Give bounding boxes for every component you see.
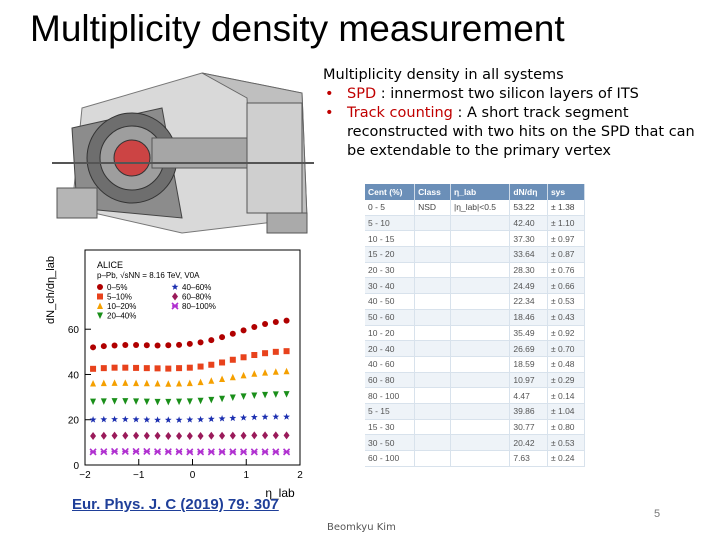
table-cell: 26.69 bbox=[510, 341, 548, 357]
table-cell: 40 - 50 bbox=[365, 294, 415, 310]
table-cell bbox=[415, 262, 451, 278]
table-cell: 30 - 50 bbox=[365, 435, 415, 451]
table-cell bbox=[415, 451, 451, 467]
table-cell: 60 - 80 bbox=[365, 372, 415, 388]
table-cell: 39.86 bbox=[510, 403, 548, 419]
table-cell bbox=[451, 419, 510, 435]
table-row bbox=[365, 294, 585, 310]
data-point bbox=[198, 364, 204, 370]
table-cell: ± 0.53 bbox=[547, 435, 584, 451]
table-cell: 10.97 bbox=[510, 372, 548, 388]
y-tick-label: 20 bbox=[67, 415, 79, 427]
table-cell: 20 - 30 bbox=[365, 262, 415, 278]
table-header-cell: sys bbox=[547, 184, 584, 200]
x-tick-label: 2 bbox=[297, 470, 303, 481]
table-cell bbox=[451, 403, 510, 419]
data-point bbox=[165, 366, 171, 372]
x-axis-label: η_lab bbox=[265, 486, 295, 500]
data-point bbox=[122, 342, 128, 348]
table-cell bbox=[415, 309, 451, 325]
table-cell bbox=[415, 247, 451, 263]
data-point bbox=[101, 365, 107, 371]
data-point bbox=[262, 321, 268, 327]
table-cell: 37.30 bbox=[510, 231, 548, 247]
table-cell: ± 0.29 bbox=[547, 372, 584, 388]
table-cell: 20 - 40 bbox=[365, 341, 415, 357]
table-cell bbox=[451, 356, 510, 372]
data-point bbox=[284, 318, 290, 324]
table-cell: 35.49 bbox=[510, 325, 548, 341]
data-point bbox=[219, 359, 225, 365]
table-row bbox=[365, 419, 585, 435]
multiplicity-chart bbox=[30, 240, 320, 500]
table-header-row bbox=[365, 184, 585, 200]
table-row bbox=[365, 200, 585, 215]
data-point bbox=[122, 365, 128, 371]
table-cell bbox=[415, 435, 451, 451]
table-cell: 20.42 bbox=[510, 435, 548, 451]
data-point bbox=[155, 365, 161, 371]
table-cell: ± 0.87 bbox=[547, 247, 584, 263]
table-cell bbox=[451, 309, 510, 325]
table-cell: 60 - 100 bbox=[365, 451, 415, 467]
data-point bbox=[90, 344, 96, 350]
table-cell: 22.34 bbox=[510, 294, 548, 310]
table-cell bbox=[451, 262, 510, 278]
table-row bbox=[365, 247, 585, 263]
y-tick-label: 0 bbox=[73, 461, 79, 472]
legend-marker bbox=[97, 284, 103, 290]
table-row bbox=[365, 309, 585, 325]
table-cell: 42.40 bbox=[510, 215, 548, 231]
data-point bbox=[176, 342, 182, 348]
table-cell bbox=[415, 294, 451, 310]
table-cell: 5 - 15 bbox=[365, 403, 415, 419]
table-cell: 50 - 60 bbox=[365, 309, 415, 325]
legend-label: 0–5% bbox=[107, 283, 128, 292]
table-cell: 28.30 bbox=[510, 262, 548, 278]
data-point bbox=[144, 342, 150, 348]
bullet-dot-icon: • bbox=[325, 86, 334, 102]
table-cell: ± 1.04 bbox=[547, 403, 584, 419]
legend-label: 10–20% bbox=[107, 302, 137, 311]
bullet-term: SPD bbox=[347, 86, 377, 102]
data-point bbox=[144, 365, 150, 371]
data-point bbox=[241, 354, 247, 360]
data-point bbox=[273, 349, 279, 355]
bullet-item bbox=[323, 85, 713, 104]
table-cell: 10 - 20 bbox=[365, 325, 415, 341]
table-cell bbox=[415, 231, 451, 247]
table-cell: ± 1.10 bbox=[547, 215, 584, 231]
table-cell bbox=[451, 294, 510, 310]
data-point bbox=[165, 342, 171, 348]
data-point bbox=[112, 365, 118, 371]
table-cell: 0 - 5 bbox=[365, 200, 415, 215]
bullet-text: : innermost two silicon layers of ITS bbox=[376, 86, 639, 102]
bullet-text: : A short track segment reconstructed with two hits on the SPD that can be extendable to the primary vertex bbox=[347, 105, 695, 159]
table-cell: 5 - 10 bbox=[365, 215, 415, 231]
table-cell: ± 0.97 bbox=[547, 231, 584, 247]
centrality-table bbox=[365, 184, 585, 467]
data-point bbox=[230, 357, 236, 363]
legend-label: 40–60% bbox=[182, 283, 212, 292]
bullet-text-block bbox=[323, 66, 713, 161]
data-point bbox=[176, 365, 182, 371]
table-cell bbox=[451, 451, 510, 467]
legend-label: 60–80% bbox=[182, 292, 212, 302]
reference-link[interactable]: Eur. Phys. J. C (2019) 79: 307 bbox=[72, 496, 279, 513]
data-point bbox=[155, 343, 161, 349]
table-cell bbox=[415, 278, 451, 294]
table-cell: 40 - 60 bbox=[365, 356, 415, 372]
data-point bbox=[262, 350, 268, 356]
table-cell: 10 - 15 bbox=[365, 231, 415, 247]
data-point bbox=[208, 337, 214, 343]
table-cell bbox=[415, 419, 451, 435]
table-cell bbox=[451, 231, 510, 247]
author-name: Beomkyu Kim bbox=[327, 522, 396, 533]
table-cell: ± 0.92 bbox=[547, 325, 584, 341]
table-cell bbox=[415, 403, 451, 419]
y-axis-label: dN_ch/dη_lab bbox=[45, 256, 57, 324]
x-tick-label: 1 bbox=[243, 470, 250, 481]
legend-label: 20–40% bbox=[107, 311, 137, 321]
data-point bbox=[187, 365, 193, 371]
slide-title: Multiplicity density measurement bbox=[30, 8, 565, 49]
table-cell: 4.47 bbox=[510, 388, 548, 404]
data-point bbox=[133, 342, 139, 348]
table-row bbox=[365, 356, 585, 372]
legend-label: 5–10% bbox=[107, 292, 132, 302]
bullets-heading: Multiplicity density in all systems bbox=[323, 67, 564, 83]
data-point bbox=[219, 334, 225, 340]
alice-detector-illustration bbox=[52, 68, 314, 236]
x-tick-label: −1 bbox=[133, 470, 145, 481]
data-point bbox=[112, 343, 118, 349]
table-cell bbox=[415, 388, 451, 404]
bullet-item bbox=[323, 104, 713, 161]
table-cell bbox=[451, 278, 510, 294]
table-header-cell: dN/dη bbox=[510, 184, 548, 200]
data-point bbox=[133, 365, 139, 371]
table-row bbox=[365, 435, 585, 451]
table-cell: NSD bbox=[415, 200, 451, 215]
table-cell bbox=[415, 215, 451, 231]
data-point bbox=[90, 366, 96, 372]
table-row bbox=[365, 262, 585, 278]
table-cell bbox=[415, 356, 451, 372]
table-cell: ± 0.80 bbox=[547, 419, 584, 435]
table-cell: 80 - 100 bbox=[365, 388, 415, 404]
table-cell: 15 - 30 bbox=[365, 419, 415, 435]
data-point bbox=[284, 348, 290, 354]
y-tick-label: 40 bbox=[67, 370, 79, 382]
table-cell: ± 0.53 bbox=[547, 294, 584, 310]
table-cell bbox=[451, 215, 510, 231]
table-cell: |η_lab|<0.5 bbox=[451, 200, 510, 215]
legend-marker bbox=[97, 294, 103, 300]
table-cell: ± 0.48 bbox=[547, 356, 584, 372]
table-cell bbox=[451, 388, 510, 404]
table-row bbox=[365, 231, 585, 247]
table-row bbox=[365, 278, 585, 294]
table-cell bbox=[451, 372, 510, 388]
table-cell bbox=[451, 435, 510, 451]
data-point bbox=[251, 352, 257, 358]
table-row bbox=[365, 388, 585, 404]
data-point bbox=[101, 343, 107, 349]
bullet-dot-icon: • bbox=[325, 105, 334, 121]
table-cell: ± 0.14 bbox=[547, 388, 584, 404]
y-tick-label: 60 bbox=[67, 325, 79, 337]
table-row bbox=[365, 325, 585, 341]
table-row bbox=[365, 403, 585, 419]
table-cell: ± 1.38 bbox=[547, 200, 584, 215]
data-point bbox=[273, 319, 279, 325]
table-header-cell: η_lab bbox=[451, 184, 510, 200]
data-point bbox=[208, 362, 214, 368]
table-cell bbox=[415, 341, 451, 357]
table-cell: 18.59 bbox=[510, 356, 548, 372]
data-point bbox=[230, 331, 236, 337]
legend-label: 80–100% bbox=[182, 302, 216, 311]
data-point bbox=[241, 327, 247, 333]
table-cell bbox=[415, 372, 451, 388]
table-cell: 53.22 bbox=[510, 200, 548, 215]
table-cell: 7.63 bbox=[510, 451, 548, 467]
table-row bbox=[365, 215, 585, 231]
legend-subtitle: p–Pb, √sNN = 8.16 TeV, V0A bbox=[97, 271, 200, 280]
table-cell: 18.46 bbox=[510, 309, 548, 325]
table-header-cell: Cent (%) bbox=[365, 184, 415, 200]
table-row bbox=[365, 372, 585, 388]
x-tick-label: 0 bbox=[189, 470, 196, 481]
table-cell: 24.49 bbox=[510, 278, 548, 294]
table-cell: 30.77 bbox=[510, 419, 548, 435]
table-row bbox=[365, 451, 585, 467]
bullet-term: Track counting bbox=[347, 105, 453, 121]
table-cell: ± 0.76 bbox=[547, 262, 584, 278]
table-cell: ± 0.43 bbox=[547, 309, 584, 325]
table-cell: 33.64 bbox=[510, 247, 548, 263]
x-tick-label: −2 bbox=[79, 470, 91, 481]
table-cell bbox=[451, 341, 510, 357]
table-cell: 30 - 40 bbox=[365, 278, 415, 294]
legend-title: ALICE bbox=[97, 260, 124, 270]
table-cell: ± 0.66 bbox=[547, 278, 584, 294]
table-cell: ± 0.70 bbox=[547, 341, 584, 357]
data-point bbox=[198, 339, 204, 345]
table-cell bbox=[415, 325, 451, 341]
table-row bbox=[365, 341, 585, 357]
data-point bbox=[187, 341, 193, 347]
table-cell: ± 0.24 bbox=[547, 451, 584, 467]
table-cell bbox=[451, 325, 510, 341]
page-number: 5 bbox=[654, 508, 661, 520]
table-cell bbox=[451, 247, 510, 263]
table-header-cell: Class bbox=[415, 184, 451, 200]
table-cell: 15 - 20 bbox=[365, 247, 415, 263]
data-point bbox=[251, 324, 257, 330]
